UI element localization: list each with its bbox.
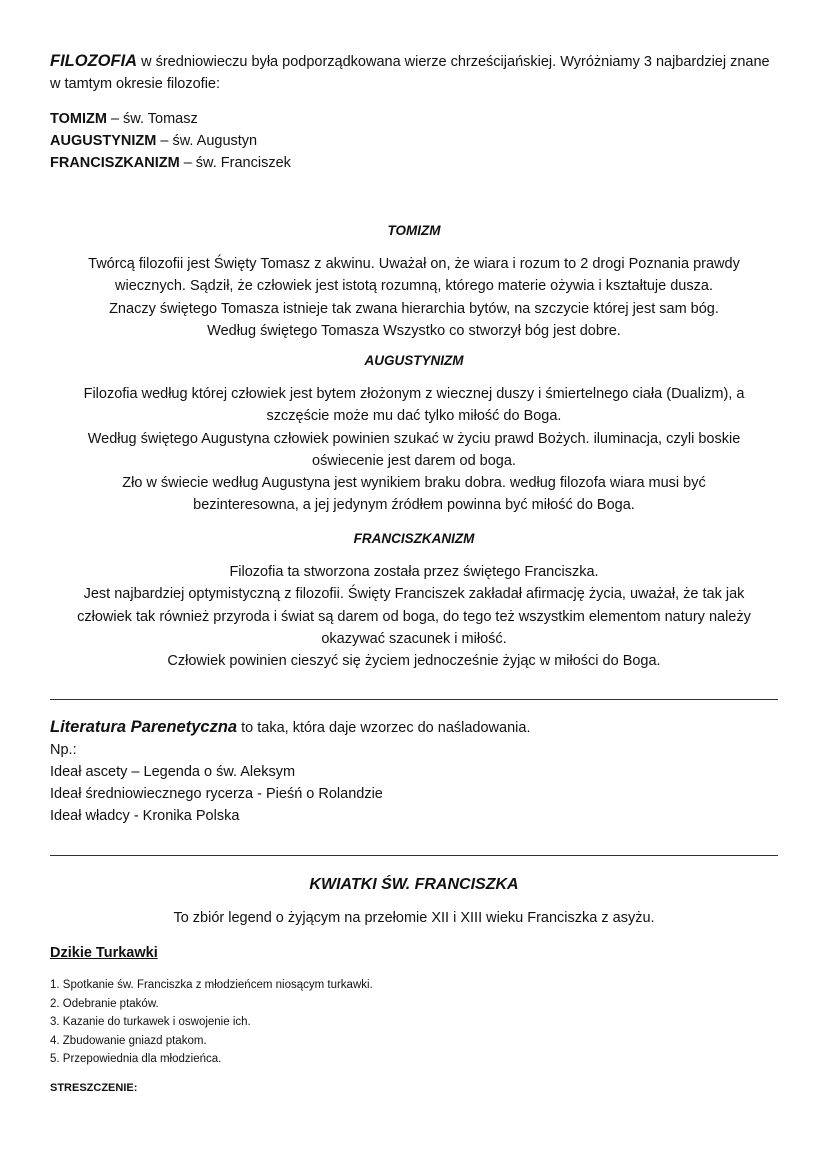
school-name: FRANCISZKANIZM [50,155,180,171]
text-line: Według świętego Tomasza Wszystko co stworzył bóg jest dobre. [207,322,621,339]
list-item: 1. Spotkanie św. Franciszka z młodzieńcem niosącym turkawki. [50,979,373,991]
list-item: 5. Przepowiednia dla młodzieńca. [50,1053,222,1065]
literatura-intro [50,716,778,739]
text-line: Znaczy świętego Tomasza istnieje tak zwana hierarchia bytów, na szczycie której jest sam bóg. [109,300,719,317]
text-line: szczęście może mu dać tylko miłość do Boga. [266,408,562,425]
dzikie-turkawki-plan [50,976,778,1069]
school-item [50,152,778,174]
intro-text: w średniowieczu była podporządkowana wierze chrześcijańskiej. Wyróżniamy 3 najbardziej znane w tamtym okresie filozofie: [50,54,770,92]
augustynizm-paragraph [40,383,788,517]
school-author: – św. Tomasz [106,111,198,127]
text-line: Człowiek powinien cieszyć się życiem jednocześnie żyjąc w miłości do Boga. [167,653,661,670]
text-line: Filozofia według której człowiek jest bytem złożonym z wiecznej duszy i śmiertelnego ciała (Dualizm), a [83,386,745,402]
intro-paragraph [50,50,778,95]
franciszkanizm-heading: FRANCISZKANIZM [353,531,475,546]
text-line: bezinteresowna, a jej jedynym źródłem powinna być miłość do Boga. [193,497,635,514]
school-item [50,108,778,130]
list-item: 3. Kazanie do turkawek i oswojenie ich. [50,1016,251,1028]
school-name: TOMIZM [50,111,107,127]
kwiatki-description: To zbiór legend o żyjącym na przełomie XII i XIII wieku Franciszka z asyżu. [173,910,655,926]
text-line: Ideał średniowiecznego rycerza - Pieśń o Rolandzie [50,786,383,802]
literatura-text: to taka, która daje wzorzec do naśladowania. [237,720,531,736]
literatura-lead: Literatura Parenetyczna [50,718,238,736]
dzikie-turkawki-heading: Dzikie Turkawki [50,945,158,961]
list-item: 4. Zbudowanie gniazd ptakom. [50,1034,207,1047]
text-line: Np.: [50,742,77,758]
text-line: Według świętego Augustyna człowiek powinien szukać w życiu prawd Bożych. iluminacja, czyli boskie [87,430,741,447]
horizontal-divider [50,699,778,700]
tomizm-paragraph [40,253,788,342]
text-line: oświecenie jest darem od boga. [312,452,516,469]
text-line: Twórcą filozofii jest Święty Tomasz z akwinu. Uważał on, że wiara i rozum to 2 drogi Poznania prawdy [88,256,740,272]
text-line: Zło w świecie według Augustyna jest wynikiem braku dobra. według filozofa wiara musi być [122,475,706,492]
literatura-section [50,716,778,827]
text-line: Jest najbardziej optymistyczną z filozofii. Święty Franciszek zakładał afirmację życia, uważał, że tak jak [83,586,745,603]
tomizm-heading: TOMIZM [387,223,441,238]
text-line: okazywać szacunek i miłość. [321,630,507,647]
intro-lead: FILOZOFIA [50,52,138,70]
school-author: – św. Franciszek [179,155,291,171]
school-author: – św. Augustyn [156,133,258,149]
list-item: 2. Odebranie ptaków. [50,997,159,1010]
schools-list [50,108,778,174]
text-line: człowiek tak również przyroda i świat są darem od boga, do tego też wszystkim elementom natury należy [77,608,751,625]
school-name: AUGUSTYNIZM [50,133,157,149]
kwiatki-heading: KWIATKI ŚW. FRANCISZKA [309,876,519,893]
augustynizm-heading: AUGUSTYNIZM [364,353,464,368]
text-line: wiecznych. Sądził, że człowiek jest istotą rozumną, którego materie ożywia i kształtuje dusza. [115,278,713,295]
text-line: Ideał władcy - Kronika Polska [50,808,240,824]
streszczenie-label: STRESZCZENIE: [50,1082,138,1094]
text-line: Filozofia ta stworzona została przez świętego Franciszka. [229,564,599,580]
school-item [50,130,778,152]
text-line: Ideał ascety – Legenda o św. Aleksym [50,764,296,780]
horizontal-divider [50,855,778,856]
franciszkanizm-paragraph [40,561,788,672]
